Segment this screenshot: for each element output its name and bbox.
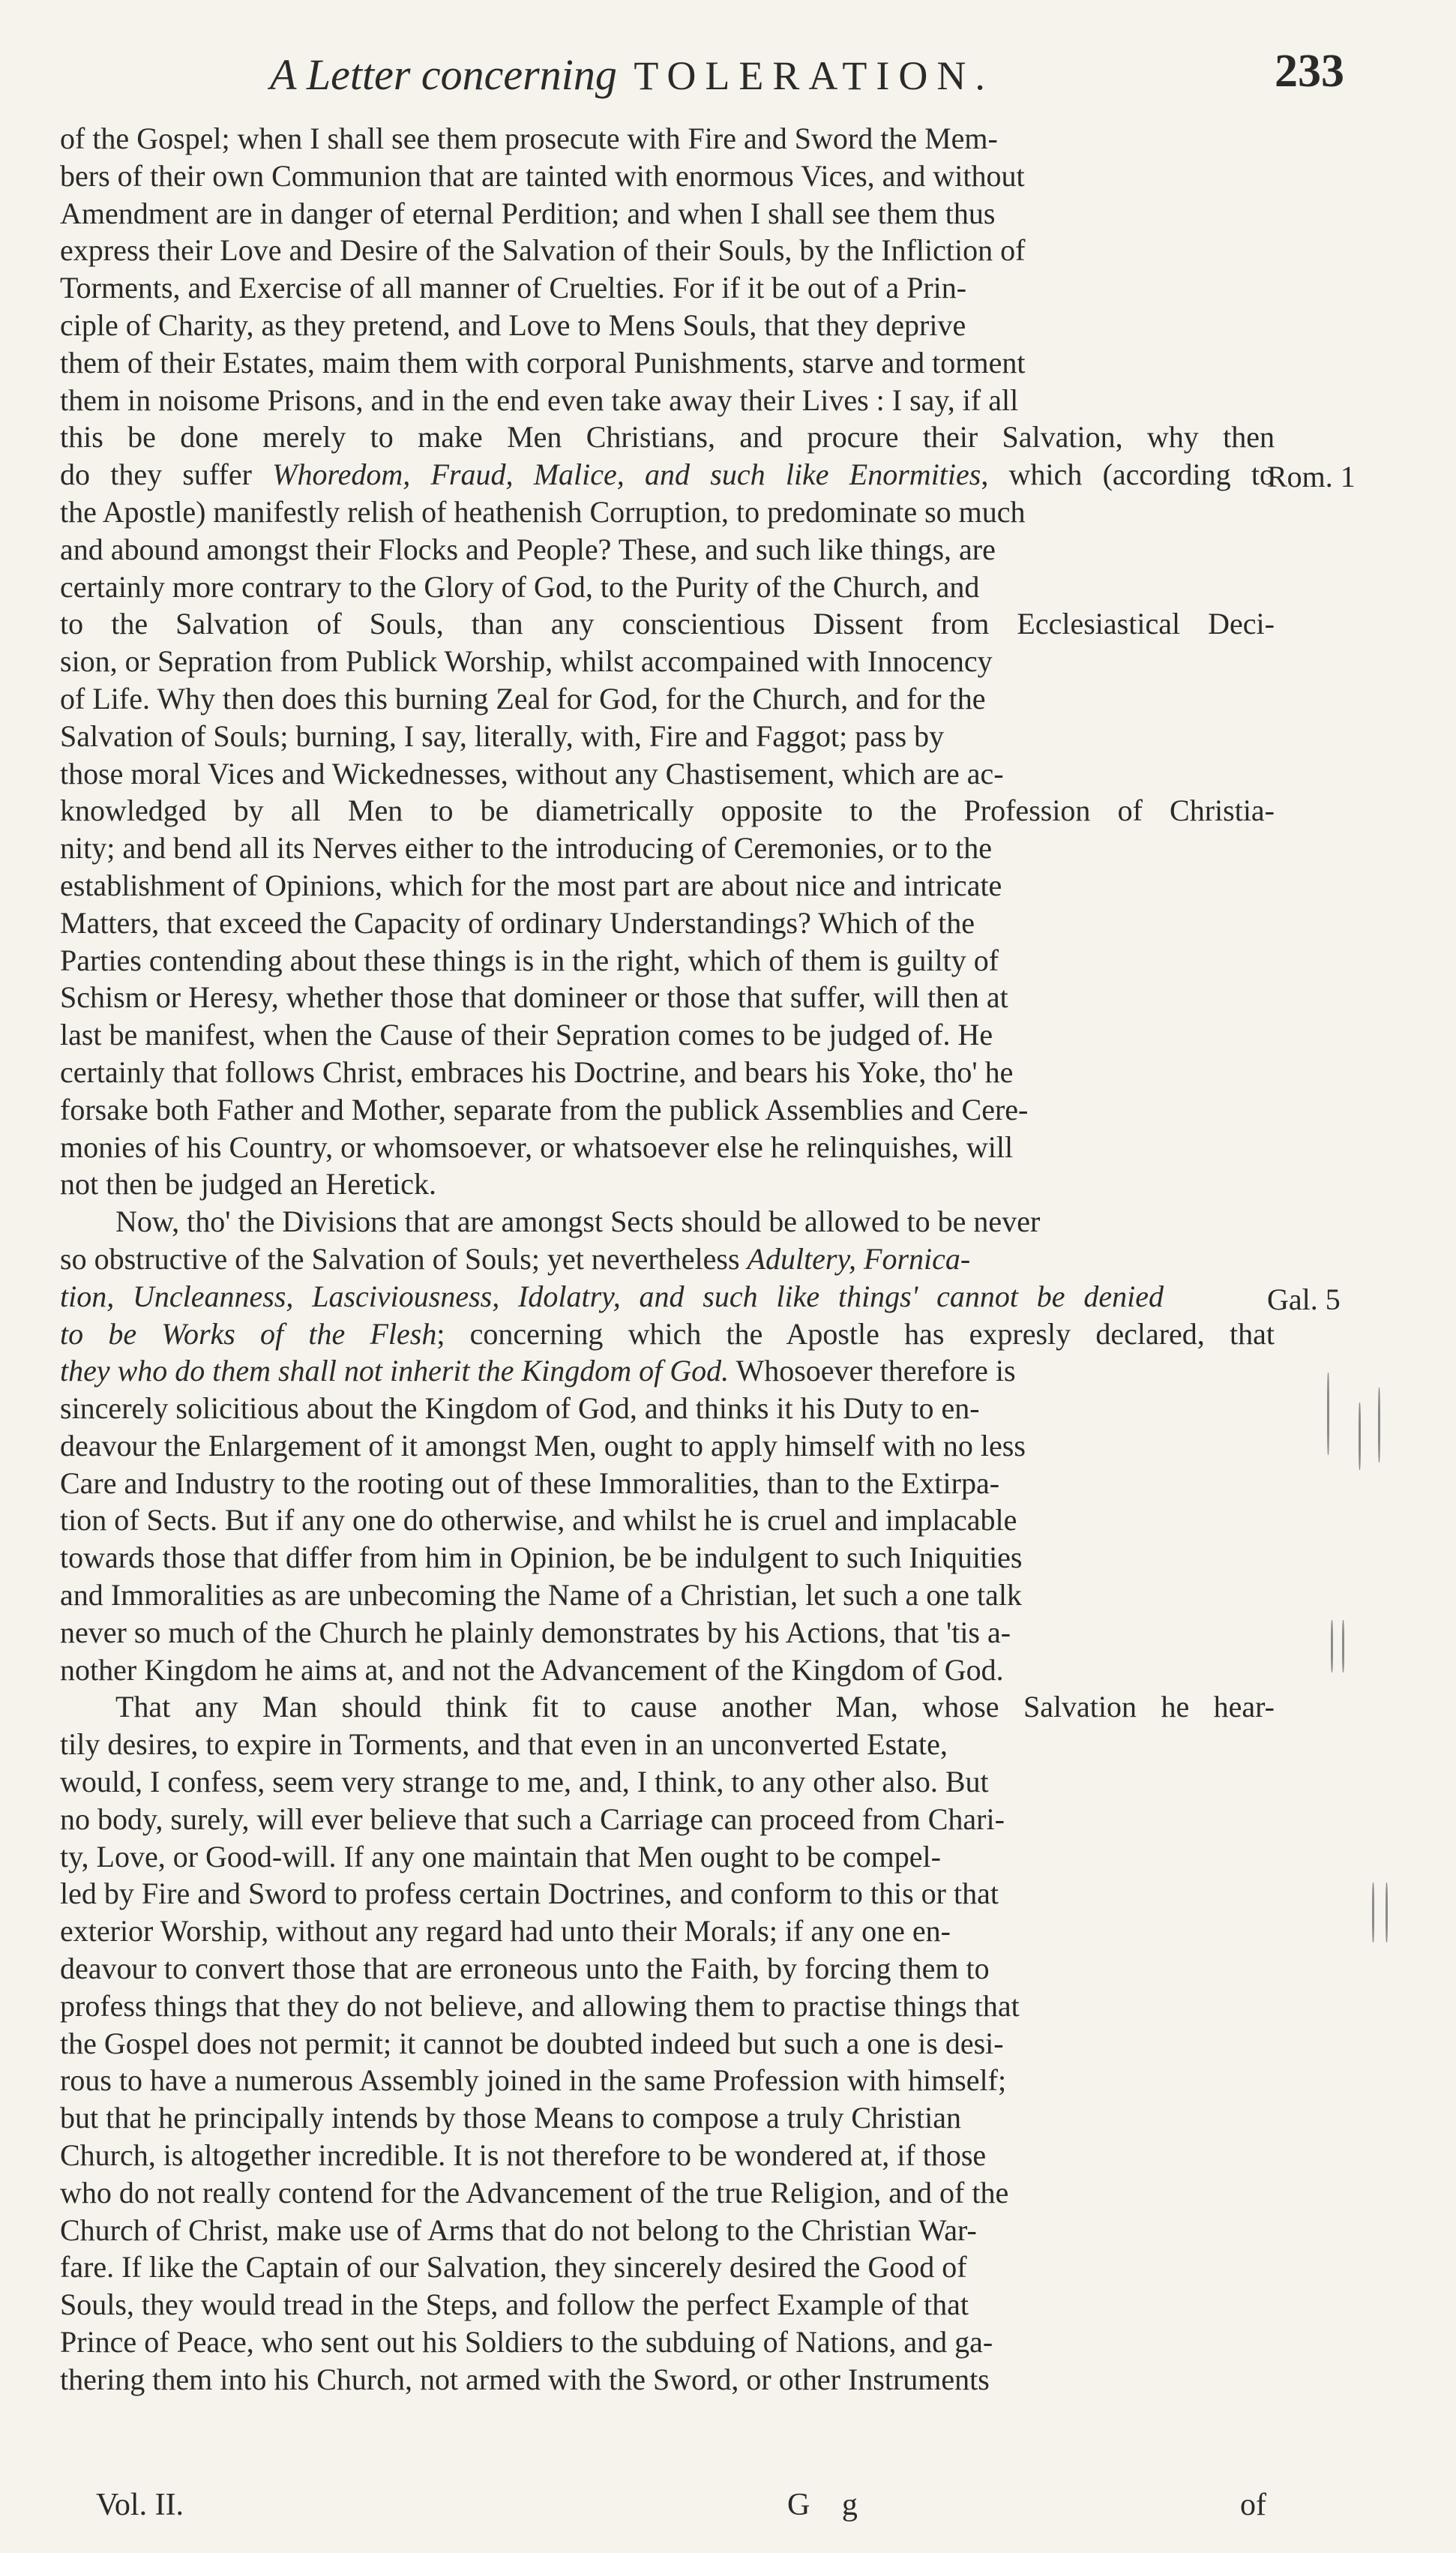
text-line-content: Parties contending about these things is in the right, which of them is guilty of — [60, 943, 999, 977]
text-line-content: them in noisome Prisons, and in the end even take away their Lives : I say, if all — [60, 382, 1019, 417]
text-line-content: sincerely solicitious about the Kingdom of God, and thinks it his Duty to en- — [60, 1391, 980, 1426]
text-line — [60, 755, 1275, 793]
text-line — [60, 942, 1275, 980]
text-line-content: thering them into his Church, not armed with the Sword, or other Instruments — [60, 2362, 990, 2396]
text-line-content: knowledged by all Men to be diametrically opposite to the Profession of Christia- — [60, 794, 1275, 828]
text-line — [60, 195, 1275, 232]
text-line — [60, 718, 1275, 755]
text-line — [60, 1576, 1275, 1614]
text-line-content: but that he principally intends by those Means to compose a truly Christian — [60, 2101, 962, 2135]
text-line-content: would, I confess, seem very strange to me, and, I think, to any other also. But — [60, 1765, 989, 1799]
text-line — [60, 1203, 1275, 1240]
text-line — [60, 568, 1275, 606]
text-line — [60, 2099, 1275, 2137]
text-line — [60, 680, 1275, 718]
text-line-content: them of their Estates, maim them with corporal Punishments, starve and torment — [60, 345, 1026, 380]
text-line — [60, 904, 1275, 942]
text-line-content: That any Man should think fit to cause another Man, whose Salvation he hear- — [115, 1690, 1275, 1724]
text-line — [60, 2286, 1275, 2324]
text-line — [60, 1950, 1275, 1988]
text-line-content: and abound amongst their Flocks and People? These, and such like things, are — [60, 532, 996, 566]
text-line-content: Souls, they would tread in the Steps, and follow the perfect Example of that — [60, 2288, 969, 2322]
text-line-content: those moral Vices and Wickednesses, without any Chastisement, which are ac- — [60, 756, 1004, 790]
text-line-content: tion of Sects. But if any one do otherwise, and whilst he is cruel and implacable — [60, 1503, 1017, 1538]
text-line — [60, 1278, 1275, 1316]
text-line-content: Amendment are in danger of eternal Perdition; and when I shall see them thus — [60, 196, 996, 230]
text-line — [60, 1016, 1275, 1054]
text-line — [60, 1838, 1275, 1876]
text-line-content: Salvation of Souls; burning, I say, literally, with, Fire and Faggot; pass by — [60, 718, 945, 753]
text-line — [60, 456, 1275, 494]
text-line-content: tion, Uncleanness, Lasciviousness, Idolatry, and such like things' cannot be denied — [60, 1279, 1164, 1313]
pencil-mark — [1378, 1388, 1380, 1462]
text-line — [60, 1390, 1275, 1427]
text-line — [60, 1054, 1275, 1091]
text-line-content: nity; and bend all its Nerves either to the introducing of Ceremonies, or to the — [60, 831, 993, 866]
text-line-content: Schism or Heresy, whether those that domineer or those that suffer, will then at — [60, 980, 1008, 1015]
text-line — [60, 1763, 1275, 1801]
text-line — [60, 120, 1275, 158]
pencil-mark — [1327, 1372, 1329, 1455]
text-line-content: Torments, and Exercise of all manner of Cruelties. For if it be out of a Prin- — [60, 271, 967, 305]
text-line — [60, 1652, 1275, 1689]
text-line-content: forsake both Father and Mother, separate from the publick Assemblies and Cere- — [60, 1092, 1029, 1126]
text-line — [60, 2324, 1275, 2361]
pencil-mark — [1359, 1402, 1361, 1470]
text-line — [60, 307, 1275, 344]
text-line — [60, 792, 1275, 830]
text-line — [60, 2137, 1275, 2174]
text-line-content: deavour to convert those that are erroneous unto the Faith, by forcing them to — [60, 1952, 990, 1986]
body-text — [60, 120, 1275, 2398]
text-line — [60, 531, 1275, 568]
text-line — [60, 2361, 1275, 2398]
text-line-content: tily desires, to expire in Torments, and that even in an unconverted Estate, — [60, 1727, 948, 1762]
volume-label: Vol. II. — [96, 2488, 184, 2522]
text-line-content: the Apostle) manifestly relish of heathenish Corruption, to predominate so much — [60, 494, 1026, 529]
text-line-content: last be manifest, when the Cause of their Sepration comes to be judged of. He — [60, 1018, 993, 1052]
text-line — [60, 1688, 1275, 1726]
text-line-content: Care and Industry to the rooting out of these Immoralities, than to the Extirpa- — [60, 1466, 1000, 1500]
text-line-content: monies of his Country, or whomsoever, or whatsoever else he relinquishes, will — [60, 1130, 1014, 1164]
pencil-mark — [1386, 1882, 1388, 1942]
text-line — [60, 2174, 1275, 2212]
text-line — [60, 1316, 1275, 1353]
margin-note-gal: Gal. 5 — [1267, 1282, 1341, 1316]
text-line-content: never so much of the Church he plainly demonstrates by his Actions, that 'tis a- — [60, 1615, 1011, 1649]
text-line-content: express their Love and Desire of the Salvation of their Souls, by the Infliction of — [60, 233, 1026, 268]
text-line-content: so obstructive of the Salvation of Souls; yet nevertheless Adultery, Fornica- — [60, 1241, 971, 1276]
text-line-content: bers of their own Communion that are tainted with enormous Vices, and without — [60, 158, 1025, 193]
text-line-content: led by Fire and Sword to profess certain Doctrines, and conform to this or that — [60, 1876, 999, 1911]
text-line-content: and Immoralities as are unbecoming the Name of a Christian, let such a one talk — [60, 1578, 1022, 1612]
text-line — [60, 2025, 1275, 2062]
text-line — [60, 1726, 1275, 1763]
text-line — [60, 232, 1275, 269]
text-line-content: Matters, that exceed the Capacity of ordinary Understandings? Which of the — [60, 905, 975, 940]
text-line-content: Prince of Peace, who sent out his Soldiers to the subduing of Nations, and ga- — [60, 2325, 993, 2360]
text-line-content: certainly more contrary to the Glory of God, to the Purity of the Church, and — [60, 569, 980, 604]
text-line-content: deavour the Enlargement of it amongst Men, ought to apply himself with no less — [60, 1428, 1026, 1462]
text-line-content: Church of Christ, make use of Arms that do not belong to the Christian War- — [60, 2212, 977, 2247]
pencil-mark — [1331, 1620, 1333, 1672]
text-line — [60, 643, 1275, 680]
text-line — [60, 1875, 1275, 1912]
text-line — [60, 1352, 1275, 1390]
text-line — [60, 418, 1275, 456]
text-line — [60, 2248, 1275, 2286]
text-line — [60, 1988, 1275, 2025]
running-title-italic: A Letter concerning — [270, 50, 617, 99]
text-line — [60, 382, 1275, 419]
text-line — [60, 1614, 1275, 1652]
text-line-content: they who do them shall not inherit the Kingdom of God. Whosoever therefore is — [60, 1354, 1016, 1388]
text-line-content: this be done merely to make Men Christians, and procure their Salvation, why then — [60, 420, 1275, 454]
text-line — [60, 344, 1275, 382]
text-line — [60, 1129, 1275, 1166]
text-line — [60, 1427, 1275, 1465]
text-line-content: profess things that they do not believe, and allowing them to practise things that — [60, 1988, 1020, 2023]
page-footer — [0, 2487, 1456, 2532]
text-line-content: certainly that follows Christ, embraces his Doctrine, and bears his Yoke, tho' he — [60, 1054, 1014, 1089]
text-line-content: ty, Love, or Good-will. If any one maintain that Men ought to be compel- — [60, 1839, 941, 1874]
text-line — [60, 1091, 1275, 1129]
text-line-content: of Life. Why then does this burning Zeal for God, for the Church, and for the — [60, 681, 986, 716]
text-line — [60, 2062, 1275, 2099]
text-line-content: of the Gospel; when I shall see them prosecute with Fire and Sword the Mem- — [60, 122, 998, 155]
text-line — [60, 158, 1275, 195]
text-line-content: nother Kingdom he aims at, and not the Advancement of the Kingdom of God. — [60, 1652, 1004, 1687]
text-line — [60, 1801, 1275, 1838]
text-line-content: towards those that differ from him in Opinion, be be indulgent to such Iniquities — [60, 1540, 1023, 1575]
catchword: of — [1240, 2488, 1266, 2522]
signature-mark: G g — [787, 2488, 870, 2522]
text-line-content: the Gospel does not permit; it cannot be doubted indeed but such a one is desi- — [60, 2026, 1004, 2060]
text-line — [60, 830, 1275, 867]
text-line-content: establishment of Opinions, which for the most part are about nice and intricate — [60, 868, 1002, 902]
text-line — [60, 1539, 1275, 1576]
running-title-caps: TOLERATION. — [634, 53, 994, 98]
text-line — [60, 1912, 1275, 1950]
text-line — [60, 2212, 1275, 2249]
text-line — [60, 979, 1275, 1016]
text-line-content: fare. If like the Captain of our Salvation, they sincerely desired the Good of — [60, 2250, 967, 2284]
text-line — [60, 1166, 1275, 1203]
page-number: 233 — [1275, 46, 1344, 97]
text-line-content: to the Salvation of Souls, than any conscientious Dissent from Ecclesiastical Deci- — [60, 607, 1275, 641]
page-header — [0, 46, 1456, 117]
text-line-content: no body, surely, will ever believe that such a Carriage can proceed from Chari- — [60, 1802, 1005, 1836]
text-line — [60, 1240, 1275, 1278]
text-line — [60, 867, 1275, 904]
text-line — [60, 1502, 1275, 1539]
text-line-content: sion, or Sepration from Publick Worship, whilst accompained with Innocency — [60, 644, 993, 679]
text-line-content: to be Works of the Flesh; concerning which the Apostle has expresly declared, that — [60, 1316, 1275, 1351]
margin-note-rom: Rom. 1 — [1267, 460, 1356, 494]
text-line-content: exterior Worship, without any regard had unto their Morals; if any one en- — [60, 1914, 951, 1948]
text-line — [60, 605, 1275, 643]
text-line-content: do they suffer Whoredom, Fraud, Malice, and such like Enormities, which (according to — [60, 458, 1275, 492]
text-line-content: Church, is altogether incredible. It is not therefore to be wondered at, if those — [60, 2138, 987, 2173]
text-line — [60, 269, 1275, 307]
text-line-content: Now, tho' the Divisions that are amongst Sects should be allowed to be never — [115, 1204, 1041, 1239]
text-line-content: rous to have a numerous Assembly joined in the same Profession with himself; — [60, 2063, 1007, 2098]
text-line-content: not then be judged an Heretick. — [60, 1167, 437, 1202]
text-line-content: ciple of Charity, as they pretend, and Love to Mens Souls, that they deprive — [60, 308, 966, 342]
pencil-mark — [1372, 1882, 1374, 1942]
running-title — [270, 50, 994, 100]
text-line — [60, 1465, 1275, 1502]
text-line-content: who do not really contend for the Advancement of the true Religion, and of the — [60, 2175, 1009, 2210]
pencil-mark — [1342, 1620, 1344, 1672]
text-line — [60, 494, 1275, 531]
